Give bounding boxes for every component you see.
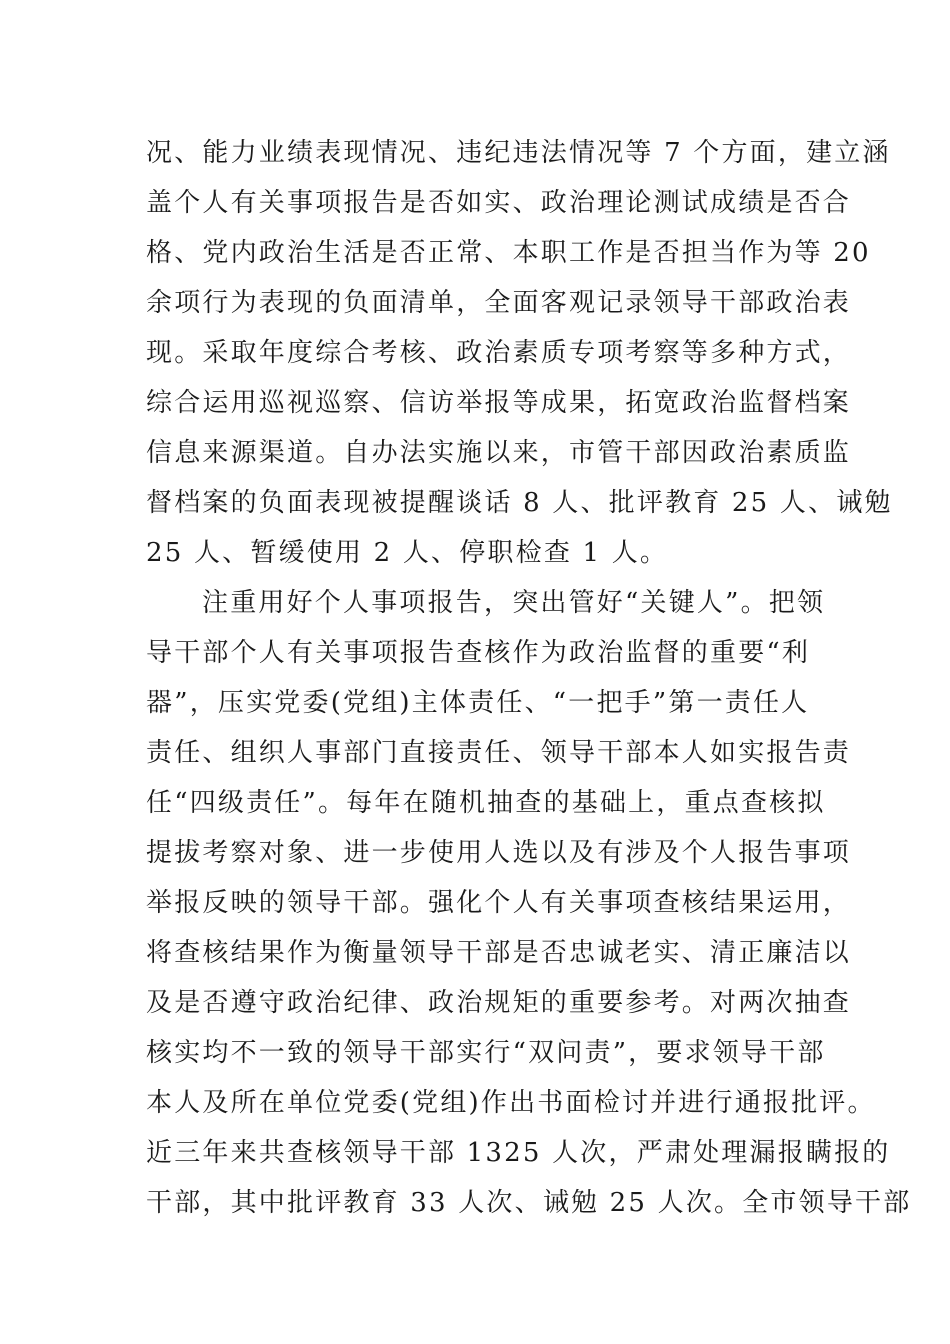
text-line: 举报反映的领导干部。强化个人有关事项查核结果运用， — [146, 888, 852, 918]
body-text — [146, 128, 912, 1228]
text-line: 25 人、暂缓使用 2 人、停职检查 1 人。 — [146, 538, 669, 568]
text-line: 任“四级责任”。每年在随机抽查的基础上，重点查核拟 — [146, 788, 826, 818]
text-line: 干部，其中批评教育 33 人次、诫勉 25 人次。全市领导干部 — [146, 1188, 912, 1218]
text-line: 责任、组织人事部门直接责任、领导干部本人如实报告责 — [146, 738, 852, 768]
text-line: 信息来源渠道。自办法实施以来，市管干部因政治素质监 — [146, 438, 852, 468]
text-line: 况、能力业绩表现情况、违纪违法情况等 7 个方面，建立涵 — [146, 138, 891, 168]
text-line: 将查核结果作为衡量领导干部是否忠诚老实、清正廉洁以 — [146, 938, 852, 968]
text-line: 综合运用巡视巡察、信访举报等成果，拓宽政治监督档案 — [146, 388, 852, 418]
text-line: 提拔考察对象、进一步使用人选以及有涉及个人报告事项 — [146, 838, 852, 868]
text-line: 督档案的负面表现被提醒谈话 8 人、批评教育 25 人、诫勉 — [146, 488, 893, 518]
text-line: 核实均不一致的领导干部实行“双问责”，要求领导干部 — [146, 1038, 826, 1068]
text-line: 器”，压实党委(党组)主体责任、“一把手”第一责任人 — [146, 688, 810, 718]
text-line: 本人及所在单位党委(党组)作出书面检讨并进行通报批评。 — [146, 1088, 876, 1118]
text-line: 余项行为表现的负面清单，全面客观记录领导干部政治表 — [146, 288, 852, 318]
text-line: 近三年来共查核领导干部 1325 人次，严肃处理漏报瞒报的 — [146, 1138, 891, 1168]
text-line: 导干部个人有关事项报告查核作为政治监督的重要“利 — [146, 638, 811, 668]
text-line: 盖个人有关事项报告是否如实、政治理论测试成绩是否合 — [146, 188, 852, 218]
text-line: 格、党内政治生活是否正常、本职工作是否担当作为等 20 — [146, 238, 871, 268]
text-line: 现。采取年度综合考核、政治素质专项考察等多种方式， — [146, 338, 852, 368]
text-line: 及是否遵守政治纪律、政治规矩的重要参考。对两次抽查 — [146, 988, 852, 1018]
paragraph-1 — [146, 128, 893, 578]
text-line: 注重用好个人事项报告，突出管好“关键人”。把领 — [202, 588, 826, 618]
paragraph-2 — [146, 578, 912, 1228]
